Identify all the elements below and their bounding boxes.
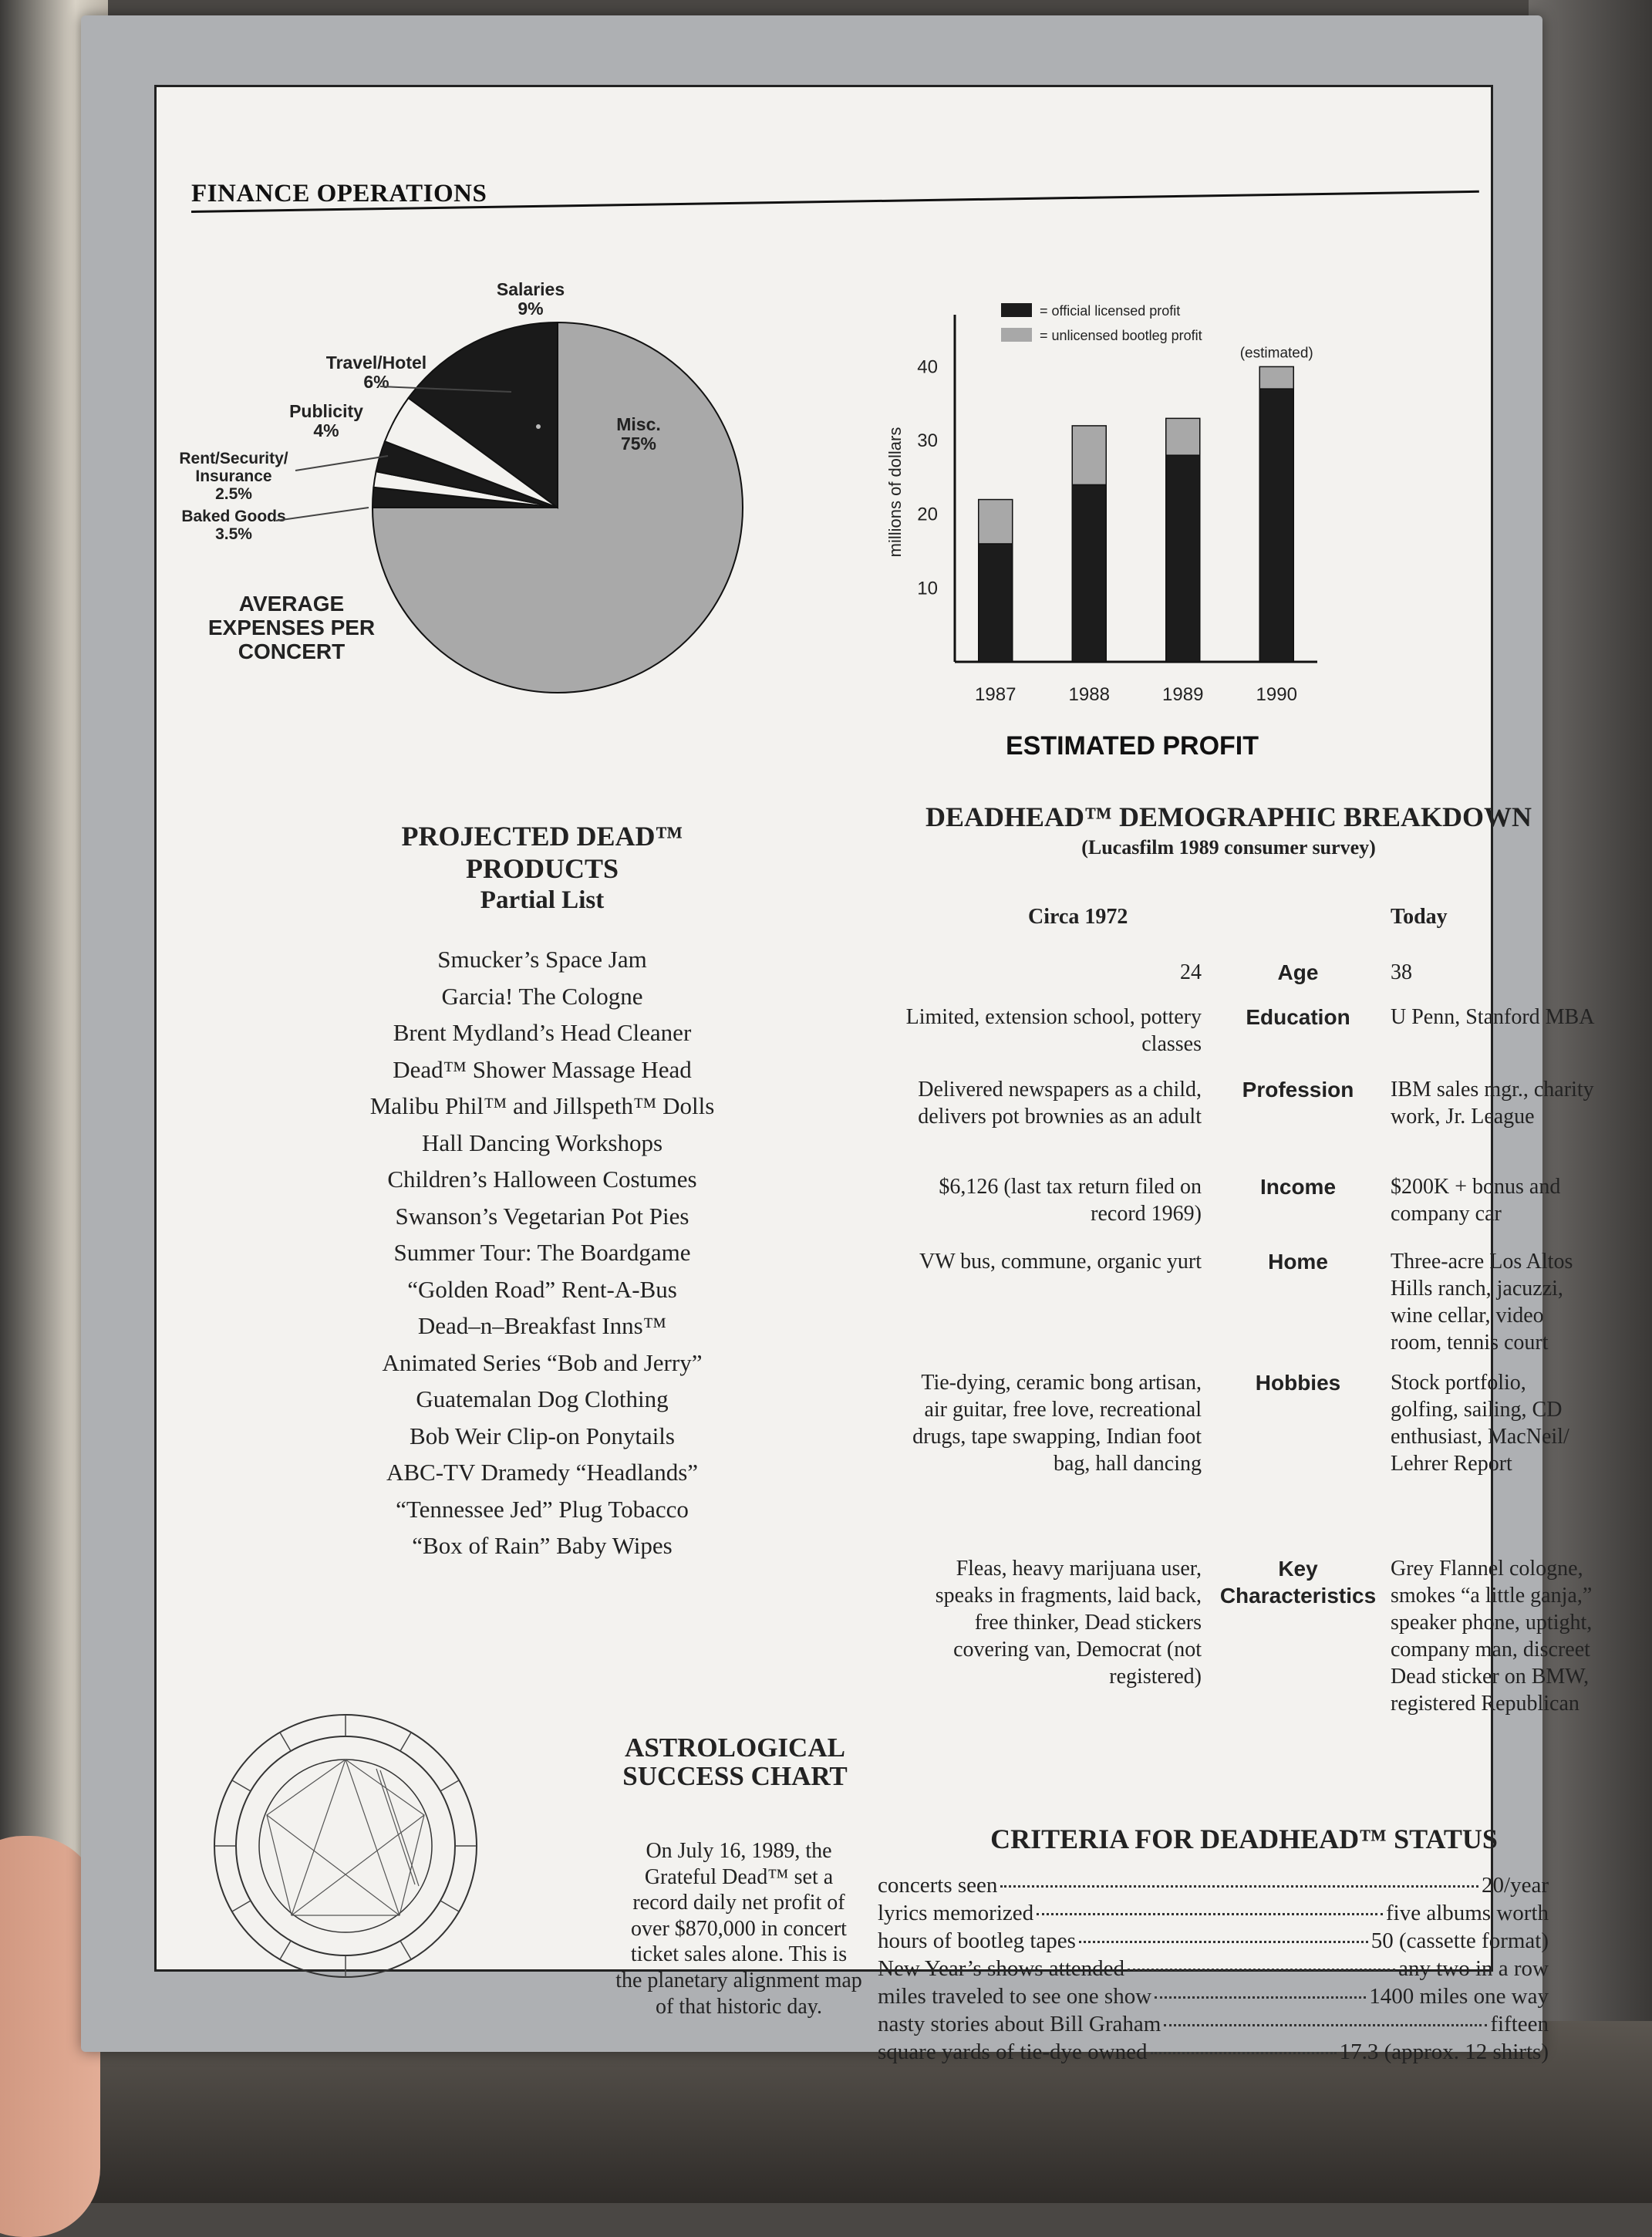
bar-bootleg-1988 bbox=[1072, 426, 1106, 485]
criteria-leader-dots bbox=[1151, 2052, 1337, 2054]
x-tick-label: 1990 bbox=[1256, 684, 1297, 705]
demographic-then: VW bus, commune, organic yurt bbox=[919, 1250, 1202, 1274]
pie-label-salaries: Salaries 9% bbox=[496, 279, 565, 319]
product-item: Swanson’s Vegetarian Pot Pies bbox=[395, 1202, 689, 1230]
pie-label-travel-hotel: Travel/Hotel 6% bbox=[325, 353, 427, 393]
profit-bar-chart bbox=[885, 280, 1483, 781]
demographic-then: $6,126 (last tax return filed on record 1969) bbox=[939, 1175, 1202, 1226]
criteria-value: any two in a row bbox=[1398, 1956, 1549, 1981]
criteria-row bbox=[878, 2040, 1549, 2067]
book-page bbox=[81, 15, 1595, 2064]
demographic-label: Hobbies bbox=[1255, 1371, 1341, 1395]
y-tick-label: 40 bbox=[917, 356, 938, 378]
criteria-leader-dots bbox=[1037, 1913, 1383, 1915]
criteria-key: nasty stories about Bill Graham bbox=[878, 2012, 1161, 2036]
bar-official-1990 bbox=[1259, 389, 1293, 662]
criteria-value: 1400 miles one way bbox=[1369, 1984, 1549, 2009]
product-item: Summer Tour: The Boardgame bbox=[393, 1239, 691, 1266]
product-item: Hall Dancing Workshops bbox=[421, 1129, 663, 1156]
legend-swatch-bootleg bbox=[1001, 328, 1032, 342]
estimated-annotation: (estimated) bbox=[1239, 345, 1313, 362]
criteria-key: square yards of tie-dye owned bbox=[878, 2040, 1148, 2064]
pie-label-baked-goods: Baked Goods 3.5% bbox=[181, 508, 286, 544]
criteria-leader-dots bbox=[1079, 1941, 1368, 1943]
demographic-label: Key Characteristics bbox=[1219, 1557, 1377, 1608]
criteria-value: 17.3 (approx. 12 shirts) bbox=[1339, 2040, 1549, 2064]
x-tick-label: 1988 bbox=[1068, 684, 1110, 705]
demographic-now: Grey Flannel cologne, smokes “a little ganja,” speaker phone, uptight, company man, discreet Dead sticker on BMW, registered Republican bbox=[1391, 1557, 1593, 1716]
products-items bbox=[342, 941, 743, 1564]
pie-label-misc: Misc. 75% bbox=[616, 414, 661, 454]
criteria-row bbox=[878, 1873, 1549, 1901]
demographic-now: $200K + bonus and company car bbox=[1391, 1175, 1561, 1226]
criteria-key: concerts seen bbox=[878, 1873, 998, 1898]
criteria-row bbox=[878, 1901, 1549, 1928]
criteria-row bbox=[878, 1956, 1549, 1984]
criteria-row bbox=[878, 1984, 1549, 2012]
demographics-col-now: Today bbox=[1391, 905, 1448, 929]
demographic-now: IBM sales mgr., charity work, Jr. League bbox=[1391, 1078, 1594, 1129]
astrology-title: ASTROLOGICAL SUCCESS CHART bbox=[622, 1733, 848, 1791]
criteria-value: 20/year bbox=[1482, 1873, 1549, 1898]
demographic-then: 24 bbox=[1180, 960, 1202, 984]
y-tick-label: 20 bbox=[917, 504, 938, 525]
demographics-header bbox=[920, 801, 1537, 859]
criteria-value: five albums worth bbox=[1385, 1901, 1549, 1925]
demographic-then: Fleas, heavy marijuana user, speaks in fragments, laid back, free thinker, Dead stickers covering van, Democrat (not registered) bbox=[935, 1557, 1202, 1689]
bar-official-1987 bbox=[979, 544, 1013, 662]
demographic-then: Tie-dying, ceramic bong artisan, air guitar, free love, recreational drugs, tape swapping, Indian foot bag, hall dancing bbox=[912, 1371, 1202, 1476]
criteria-value: 50 (cassette format) bbox=[1370, 1928, 1549, 1953]
product-item: Malibu Phil™ and Jillspeth™ Dolls bbox=[369, 1092, 715, 1119]
criteria-title: CRITERIA FOR DEADHEAD™ STATUS bbox=[990, 1824, 1498, 1854]
legend-swatch-official bbox=[1001, 303, 1032, 317]
product-item: Brent Mydland’s Head Cleaner bbox=[393, 1019, 692, 1046]
x-tick-label: 1987 bbox=[975, 684, 1016, 705]
criteria-key: lyrics memorized bbox=[878, 1901, 1034, 1925]
criteria-leader-dots bbox=[1155, 1996, 1366, 1999]
x-tick-label: 1989 bbox=[1162, 684, 1204, 705]
pie-label-publicity: Publicity 4% bbox=[289, 401, 363, 441]
pie-label-rent-security: Rent/Security/ Insurance 2.5% bbox=[179, 450, 288, 504]
pie-title: AVERAGE EXPENSES PER CONCERT bbox=[207, 592, 376, 663]
demographics-title: DEADHEAD™ DEMOGRAPHIC BREAKDOWN bbox=[925, 801, 1532, 832]
demographic-then: Limited, extension school, pottery classes bbox=[905, 1005, 1202, 1056]
demographic-now: Three-acre Los Altos Hills ranch, jacuzzi, wine cellar, video room, tennis court bbox=[1391, 1250, 1573, 1355]
chart-title: ESTIMATED PROFIT bbox=[1005, 731, 1259, 761]
product-item: Children’s Halloween Costumes bbox=[387, 1166, 697, 1193]
demographic-label: Age bbox=[1277, 960, 1319, 984]
product-item: Garcia! The Cologne bbox=[441, 982, 643, 1010]
criteria-key: New Year’s shows attended bbox=[878, 1956, 1125, 1981]
y-tick-label: 30 bbox=[917, 430, 938, 452]
demographic-label: Home bbox=[1268, 1250, 1328, 1274]
product-item: Bob Weir Clip-on Ponytails bbox=[410, 1422, 675, 1449]
astrological-wheel bbox=[184, 1684, 507, 2008]
demographic-then: Delivered newspapers as a child, delivers pot brownies as an adult bbox=[918, 1078, 1202, 1129]
demographics-subtitle: (Lucasfilm 1989 consumer survey) bbox=[1081, 836, 1376, 859]
product-item: ABC-TV Dramedy “Headlands” bbox=[386, 1459, 699, 1486]
legend-label-bootleg: = unlicensed bootleg profit bbox=[1040, 328, 1202, 343]
demographic-label: Education bbox=[1246, 1005, 1350, 1029]
demographic-now: 38 bbox=[1391, 960, 1412, 984]
products-subtitle: Partial List bbox=[480, 886, 605, 914]
bar-bootleg-1990 bbox=[1259, 366, 1293, 389]
section-title: FINANCE OPERATIONS bbox=[191, 180, 487, 208]
product-item: Guatemalan Dog Clothing bbox=[416, 1385, 669, 1412]
bar-official-1989 bbox=[1166, 455, 1200, 662]
products-list bbox=[342, 820, 743, 1564]
product-item: “Tennessee Jed” Plug Tobacco bbox=[396, 1495, 689, 1523]
criteria-key: miles traveled to see one show bbox=[878, 1984, 1152, 2009]
criteria-leader-dots bbox=[1164, 2024, 1487, 2026]
demographic-now: U Penn, Stanford MBA bbox=[1391, 1005, 1595, 1029]
products-title: PROJECTED DEAD™ PRODUCTS bbox=[401, 821, 683, 884]
product-item: Dead™ Shower Massage Head bbox=[393, 1055, 692, 1083]
product-item: Smucker’s Space Jam bbox=[437, 946, 647, 973]
y-tick-label: 10 bbox=[917, 578, 938, 599]
demographic-now: Stock portfolio, golfing, sailing, CD enthusiast, MacNeil/ Lehrer Report bbox=[1391, 1371, 1569, 1476]
criteria-row bbox=[878, 1928, 1549, 1956]
criteria-key: hours of bootleg tapes bbox=[878, 1928, 1076, 1953]
product-item: “Golden Road” Rent-A-Bus bbox=[407, 1275, 677, 1303]
demographic-label: Income bbox=[1259, 1175, 1337, 1199]
bar-official-1988 bbox=[1072, 484, 1106, 662]
criteria-leader-dots bbox=[1000, 1885, 1478, 1888]
y-axis-label: millions of dollars bbox=[885, 427, 905, 558]
criteria-leader-dots bbox=[1128, 1969, 1395, 1971]
pie-leader-lines bbox=[157, 87, 696, 627]
demographic-label: Profession bbox=[1242, 1078, 1354, 1102]
bar-bootleg-1987 bbox=[979, 500, 1013, 544]
bar-bootleg-1989 bbox=[1166, 418, 1200, 455]
product-item: Animated Series “Bob and Jerry” bbox=[382, 1348, 703, 1376]
product-item: “Box of Rain” Baby Wipes bbox=[412, 1532, 673, 1559]
product-item: Dead–n–Breakfast Inns™ bbox=[417, 1312, 667, 1339]
page-frame bbox=[154, 85, 1595, 2064]
demographics-col-then: Circa 1972 bbox=[1028, 905, 1128, 929]
criteria-value: fifteen bbox=[1490, 2012, 1549, 2036]
astrology-text: On July 16, 1989, the Grateful Dead™ set a record daily net profit of over $870,000 in concert ticket sales alone. This is the planetary alignment map of that historic day. bbox=[615, 1839, 862, 2019]
criteria-row bbox=[878, 2012, 1549, 2040]
legend-label-official: = official licensed profit bbox=[1040, 303, 1181, 319]
